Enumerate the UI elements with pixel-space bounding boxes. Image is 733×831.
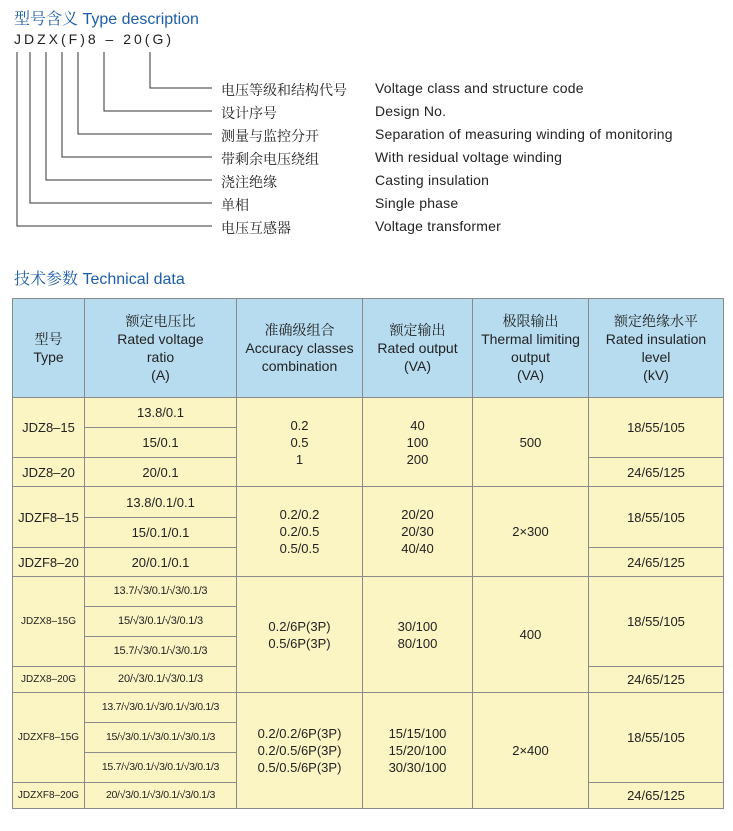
code-item-en: Single phase (375, 195, 459, 211)
thermal-cell: 2×400 (473, 693, 589, 809)
header-line: 额定电压比 (125, 313, 196, 329)
table-row (13, 577, 724, 607)
code-item-en: Casting insulation (375, 172, 490, 188)
technical-data-table (12, 298, 724, 809)
output-value: 15/20/100 (388, 743, 447, 758)
table-row (13, 487, 724, 518)
output-value: 40/40 (401, 541, 434, 556)
code-item-en: Voltage transformer (375, 218, 501, 234)
code-item-cn: 设计序号 (221, 105, 277, 121)
model-code: JDZX(F)8 – 20(G) (14, 31, 175, 47)
header-line: 型号 (34, 331, 63, 347)
header-output (363, 299, 473, 398)
code-item-cn: 单相 (221, 197, 249, 213)
table-row (13, 693, 724, 723)
header-type (13, 299, 85, 398)
header-ratio (85, 299, 237, 398)
output-cell (363, 487, 473, 577)
accuracy-value: 0.5/6P(3P) (268, 635, 331, 651)
header-accuracy (237, 299, 363, 398)
output-cell (363, 398, 473, 487)
ratio-cell: 15/√3/0.1/√3/0.1/√3/0.1/3 (85, 723, 237, 753)
type-description-heading: 型号含义 Type description (14, 11, 199, 28)
type-cell: JDZF8–20 (13, 548, 85, 577)
accuracy-cell (237, 487, 363, 577)
accuracy-value: 0.5 (290, 434, 309, 450)
code-item-cn: 电压互感器 (221, 220, 291, 236)
type-cell: JDZX8–15G (13, 577, 85, 667)
ratio-cell: 13.8/0.1/0.1 (85, 487, 237, 518)
header-line: 额定输出 (389, 322, 446, 338)
type-cell: JDZF8–15 (13, 487, 85, 548)
ratio-cell: 20/0.1 (85, 458, 237, 487)
type-cell: JDZ8–20 (13, 458, 85, 487)
code-item-cn: 测量与监控分开 (221, 128, 319, 144)
ratio-cell: 20/√3/0.1/√3/0.1/3 (85, 667, 237, 693)
table-header-row (13, 299, 724, 398)
technical-data-heading: 技术参数 Technical data (14, 271, 185, 288)
insulation-cell: 18/55/105 (589, 693, 724, 783)
output-cell (363, 577, 473, 693)
code-item-en: With residual voltage winding (375, 149, 563, 165)
ratio-cell: 13.8/0.1 (85, 398, 237, 428)
accuracy-value: 1 (295, 451, 304, 467)
ratio-cell: 20/√3/0.1/√3/0.1/√3/0.1/3 (85, 783, 237, 809)
code-item-en: Design No. (375, 103, 447, 119)
output-value: 20/30 (401, 524, 434, 539)
header-line: 极限输出 (502, 313, 559, 329)
header-line: ratio (146, 349, 175, 365)
code-breakdown-lines (0, 0, 733, 240)
output-value: 15/15/100 (388, 726, 447, 741)
header-line: combination (261, 358, 338, 374)
accuracy-cell (237, 693, 363, 809)
output-value: 20/20 (401, 507, 434, 522)
type-cell: JDZ8–15 (13, 398, 85, 458)
code-item-cn: 带剩余电压绕组 (221, 151, 319, 167)
thermal-cell: 500 (473, 398, 589, 487)
header-line: Thermal limiting (481, 331, 580, 347)
insulation-cell: 18/55/105 (589, 398, 724, 458)
ratio-cell: 13.7/√3/0.1/√3/0.1/3 (85, 577, 237, 607)
output-cell (363, 693, 473, 809)
accuracy-value: 0.2 (290, 417, 309, 433)
header-line: level (641, 349, 671, 365)
output-value: 100 (406, 434, 429, 450)
header-line: Type (33, 349, 64, 365)
header-line: 准确级组合 (264, 322, 335, 338)
header-line: 额定绝缘水平 (614, 313, 698, 329)
insulation-cell: 18/55/105 (589, 577, 724, 667)
header-line: output (511, 349, 550, 365)
accuracy-value: 0.2/0.5/6P(3P) (257, 743, 342, 758)
ratio-cell: 20/0.1/0.1 (85, 548, 237, 577)
accuracy-value: 0.2/0.2/6P(3P) (257, 726, 342, 741)
accuracy-cell (237, 577, 363, 693)
output-value: 200 (406, 451, 429, 467)
code-item-en: Voltage class and structure code (375, 80, 584, 96)
output-value: 80/100 (397, 635, 438, 651)
header-line: (A) (151, 367, 170, 383)
header-thermal (473, 299, 589, 398)
ratio-cell: 15/√3/0.1/√3/0.1/3 (85, 607, 237, 637)
thermal-cell: 2×300 (473, 487, 589, 577)
output-value: 40 (410, 417, 425, 433)
header-line: (VA) (517, 367, 544, 383)
ratio-cell: 15/0.1 (85, 428, 237, 458)
insulation-cell: 24/65/125 (589, 667, 724, 693)
accuracy-value: 0.5/0.5 (279, 541, 320, 556)
insulation-cell: 24/65/125 (589, 783, 724, 809)
code-item-cn: 电压等级和结构代号 (221, 82, 347, 98)
code-item-cn: 浇注绝缘 (221, 174, 277, 190)
header-line: Rated insulation (605, 331, 707, 347)
insulation-cell: 18/55/105 (589, 487, 724, 548)
ratio-cell: 15.7/√3/0.1/√3/0.1/√3/0.1/3 (85, 753, 237, 783)
header-line: Rated output (377, 340, 458, 356)
accuracy-cell (237, 398, 363, 487)
header-line: Rated voltage (117, 331, 204, 347)
header-line: (VA) (404, 358, 431, 374)
table-row (13, 398, 724, 428)
ratio-cell: 15.7/√3/0.1/√3/0.1/3 (85, 637, 237, 667)
header-insulation (589, 299, 724, 398)
thermal-cell: 400 (473, 577, 589, 693)
accuracy-value: 0.5/0.5/6P(3P) (257, 760, 342, 775)
accuracy-value: 0.2/0.2 (279, 507, 320, 522)
header-line: Accuracy classes (245, 340, 354, 356)
ratio-cell: 15/0.1/0.1 (85, 518, 237, 548)
ratio-cell: 13.7/√3/0.1/√3/0.1/√3/0.1/3 (85, 693, 237, 723)
header-line: (kV) (643, 367, 669, 383)
accuracy-value: 0.2/0.5 (279, 524, 320, 539)
output-value: 30/30/100 (388, 760, 447, 775)
type-cell: JDZXF8–15G (13, 693, 85, 783)
type-cell: JDZX8–20G (13, 667, 85, 693)
code-item-en: Separation of measuring winding of monitoring (375, 126, 673, 142)
accuracy-value: 0.2/6P(3P) (268, 618, 331, 634)
type-cell: JDZXF8–20G (13, 783, 85, 809)
insulation-cell: 24/65/125 (589, 458, 724, 487)
insulation-cell: 24/65/125 (589, 548, 724, 577)
output-value: 30/100 (397, 618, 438, 634)
